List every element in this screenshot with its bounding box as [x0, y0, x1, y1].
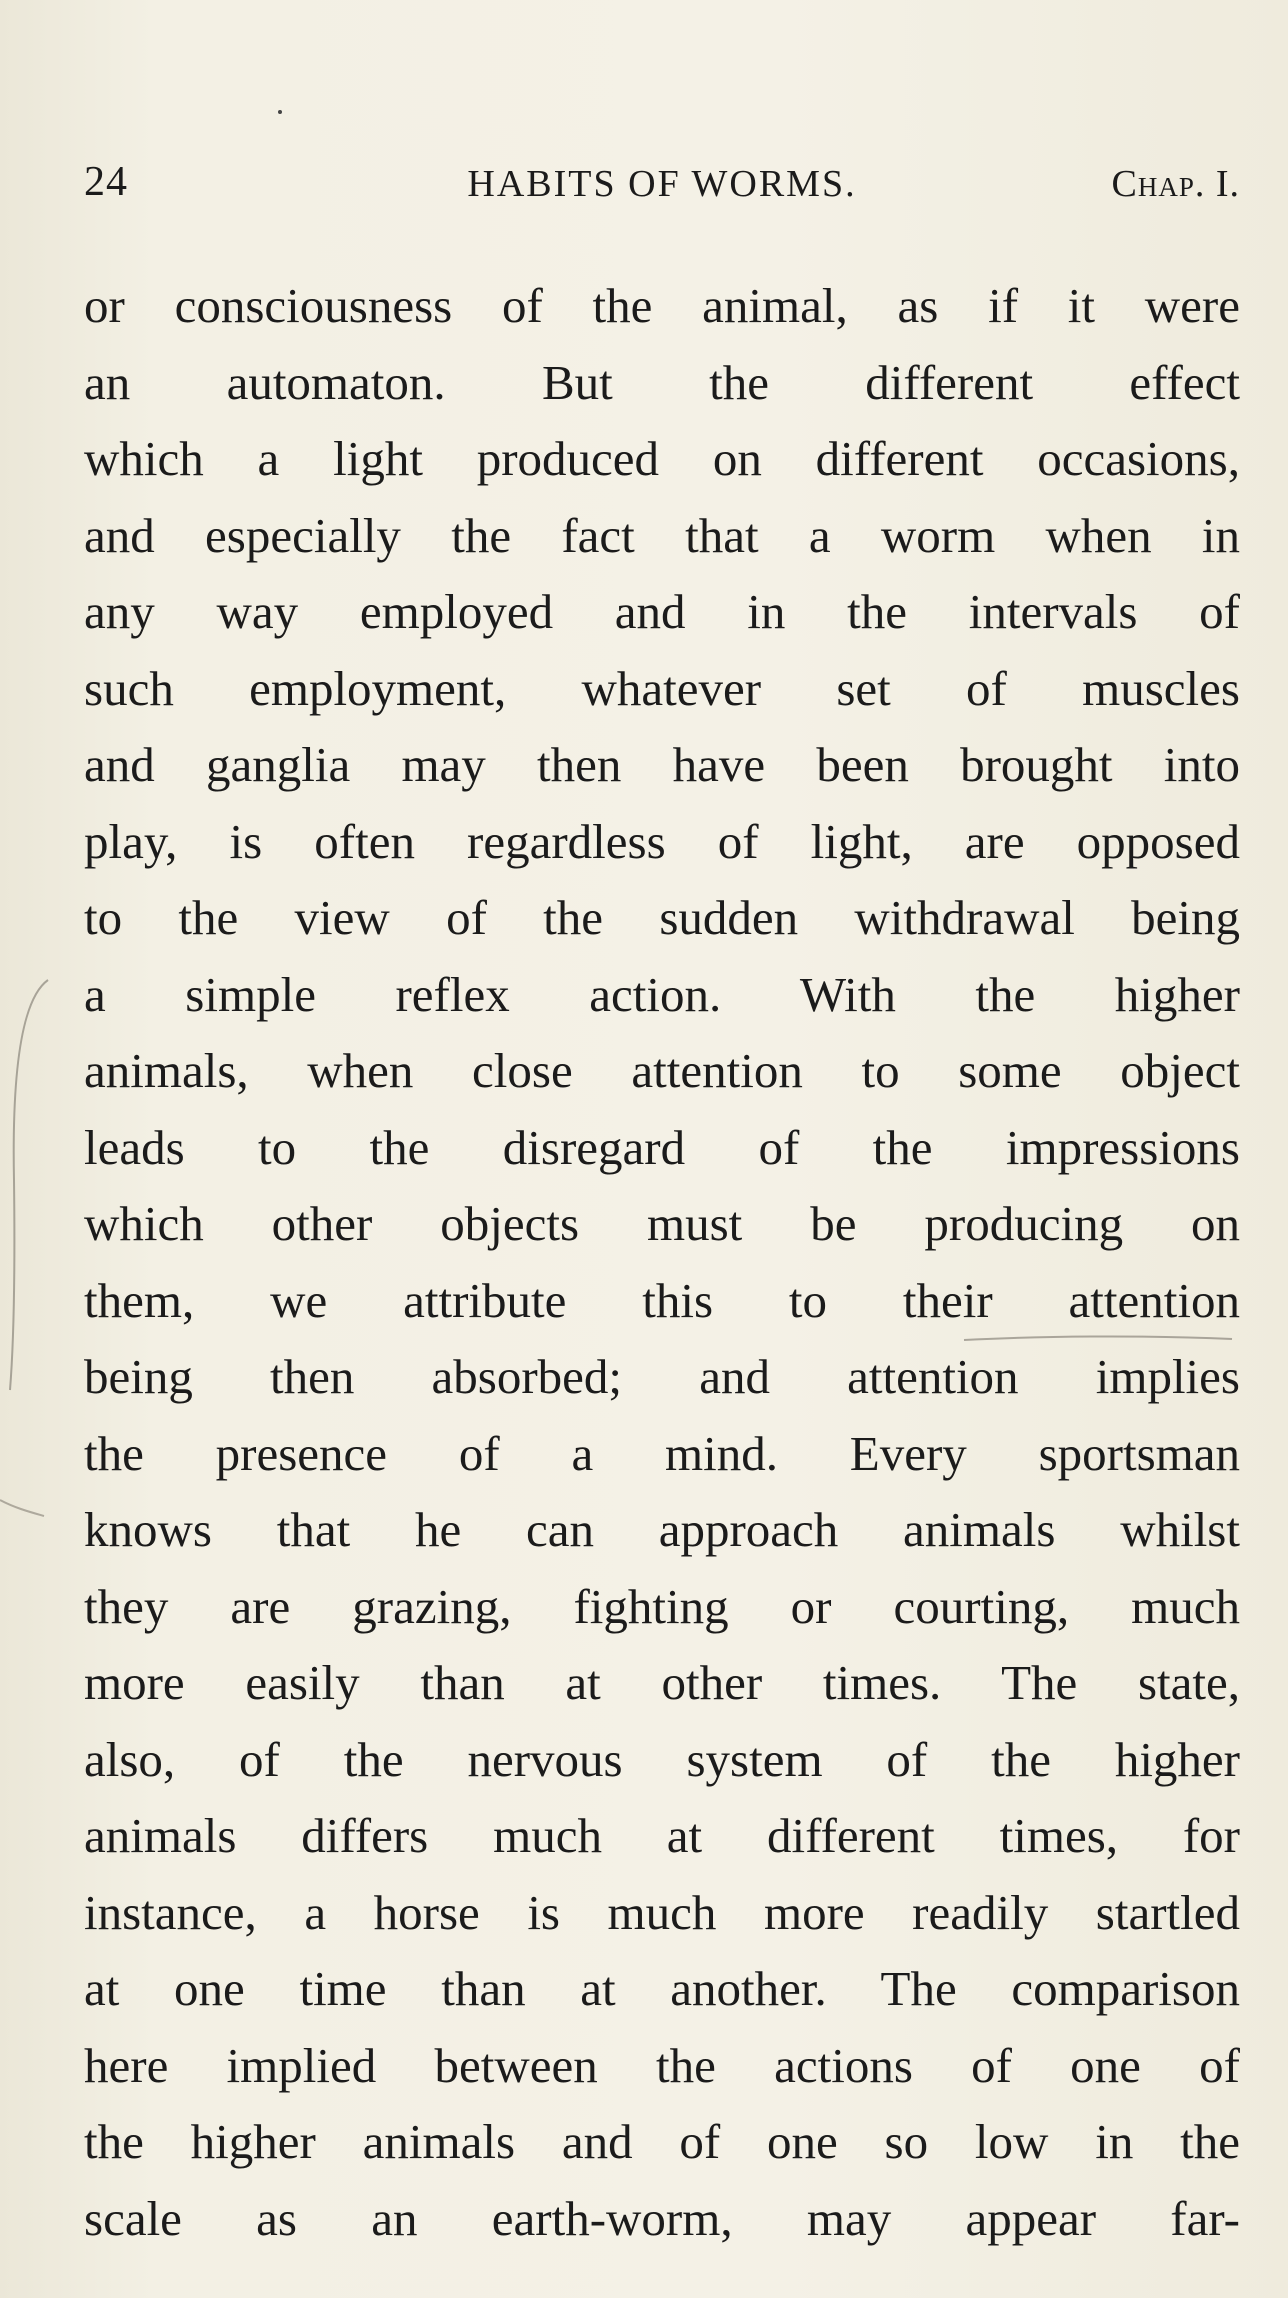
text-line: being then absorbed; and attention implies: [84, 1349, 1240, 1404]
text-line: here implied between the actions of one of: [84, 2037, 1240, 2093]
running-head: [84, 158, 1240, 218]
text-line: leads to the disregard of the impressions: [84, 1119, 1240, 1175]
text-line: and especially the fact that a worm when in: [84, 507, 1240, 563]
text-line: animals, when close attention to some object: [84, 1043, 1240, 1098]
text-line: which other objects must be producing on: [84, 1196, 1240, 1251]
body-text: [84, 268, 1240, 2257]
text-line: knows that he can approach animals whilst: [84, 1502, 1240, 1557]
text-line: to the view of the sudden withdrawal being: [84, 890, 1240, 945]
text-line: instance, a horse is much more readily startled: [84, 1884, 1240, 1940]
text-line: the presence of a mind. Every sportsman: [84, 1425, 1240, 1481]
text-line: play, is often regardless of light, are opposed: [84, 813, 1240, 869]
text-line: or consciousness of the animal, as if it were: [84, 278, 1240, 333]
text-line: which a light produced on different occasions,: [84, 431, 1240, 486]
page-number: 24: [84, 159, 128, 205]
margin-bracket-mark: [0, 960, 60, 1520]
text-line: also, of the nervous system of the higher: [84, 1731, 1240, 1787]
text-line: they are grazing, fighting or courting, much: [84, 1578, 1240, 1634]
text-line: any way employed and in the intervals of: [84, 584, 1240, 639]
text-line: an automaton. But the different effect: [84, 354, 1240, 410]
running-title: HABITS OF WORMS.: [467, 163, 857, 205]
text-line: and ganglia may then have been brought into: [84, 737, 1240, 792]
text-line: at one time than at another. The comparison: [84, 1961, 1240, 2016]
text-line: a simple reflex action. With the higher: [84, 966, 1240, 1022]
chapter-label: Chap. I.: [1111, 163, 1240, 205]
text-line: scale as an earth-worm, may appear far-: [84, 2190, 1240, 2246]
text-line: animals differs much at different times, for: [84, 1808, 1240, 1863]
text-line: such employment, whatever set of muscles: [84, 660, 1240, 716]
text-line: the higher animals and of one so low in the: [84, 2114, 1240, 2169]
text-line: them, we attribute this to their attention: [84, 1272, 1240, 1328]
text-line: more easily than at other times. The state,: [84, 1655, 1240, 1710]
ink-speck: [278, 110, 282, 114]
